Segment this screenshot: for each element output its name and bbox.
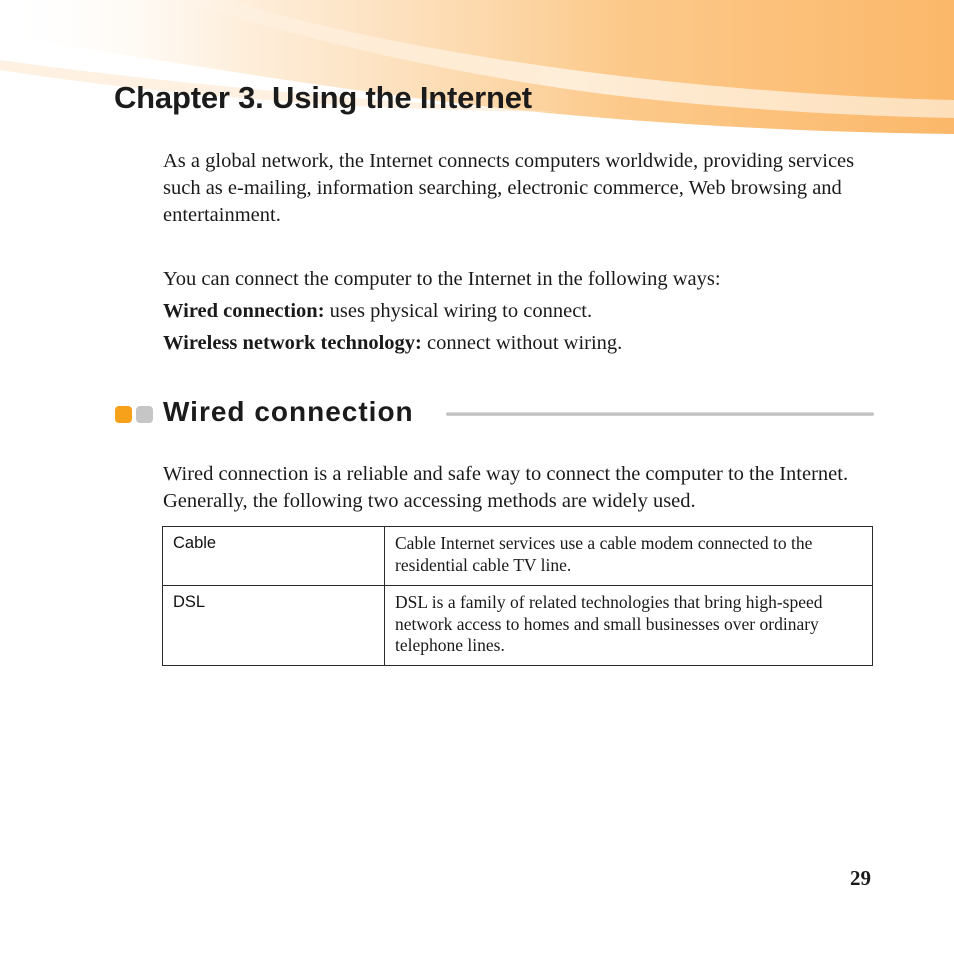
section-title: Wired connection (163, 396, 414, 427)
access-methods-table (162, 526, 873, 666)
way-item-wireless (163, 330, 622, 357)
way-description: connect without wiring. (421, 332, 623, 354)
page-number: 29 (850, 866, 871, 890)
way-description: uses physical wiring to connect. (324, 300, 593, 322)
section-divider (446, 412, 874, 416)
grey-square-icon (136, 406, 153, 423)
ways-intro-paragraph: You can connect the computer to the Internet in the following ways: (163, 268, 721, 290)
header-swoosh-decoration (0, 0, 954, 140)
section-marker-icon (115, 406, 155, 424)
chapter-title: Chapter 3. Using the Internet (114, 80, 532, 115)
table-row (163, 527, 873, 586)
way-item-wired (163, 298, 592, 325)
way-term: Wireless network technology: (163, 332, 422, 354)
method-description-cell: Cable Internet services use a cable modem connected to the residential cable TV line. (385, 527, 873, 586)
way-term: Wired connection: (163, 300, 325, 322)
orange-square-icon (115, 406, 132, 423)
method-name-cell: Cable (163, 527, 385, 586)
table-row (163, 586, 873, 666)
method-name-cell: DSL (163, 586, 385, 666)
section-paragraph: Wired connection is a reliable and safe way to connect the computer to the Internet. Generally, the following two accessing methods are widely used. (163, 463, 849, 512)
intro-paragraph: As a global network, the Internet connects computers worldwide, providing services such as e-mailing, information searching, electronic commerce, Web browsing and entertainment. (163, 150, 855, 226)
method-description-cell: DSL is a family of related technologies that bring high-speed network access to homes and small businesses over ordinary telephone lines. (385, 586, 873, 666)
